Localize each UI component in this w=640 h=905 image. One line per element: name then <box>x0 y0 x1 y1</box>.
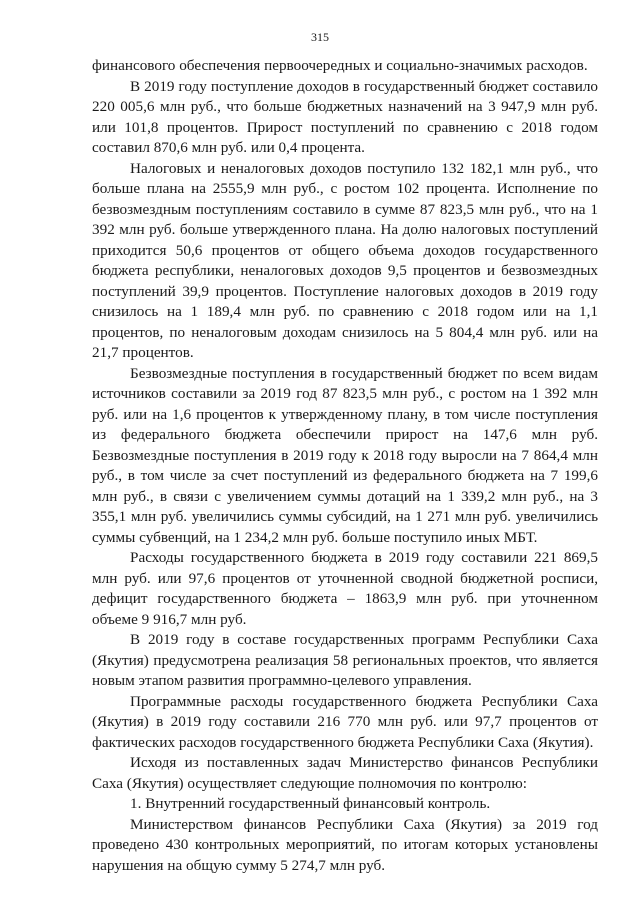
paragraph-program-expenditures: Программные расходы государственного бюджета Республики Саха (Якутия) в 2019 году составили 216 770 млн руб. или 97,7 процентов от фактических расходов государственного бюджета Республики Саха (Якутия). <box>92 692 598 751</box>
paragraph-revenue-2019: В 2019 году поступление доходов в государственный бюджет составило 220 005,6 млн руб., что больше бюджетных назначений на 3 947,9 млн руб. или 101,8 процентов. Прирост поступлений по сравнению с 2018 годом составил 870,6 млн руб. или 0,4 процента. <box>92 77 598 156</box>
paragraph-grants: Безвозмездные поступления в государственный бюджет по всем видам источников составили за 2019 год 87 823,5 млн руб., с ростом на 1 392 млн руб. или на 1,6 процентов к утвержденному плану, в том числе поступления из федерального бюджета обеспечили прирост на 147,6 млн руб. Безвозмездные поступления в 2019 году к 2018 году выросли на 7 864,4 млн руб., в том числе за счет поступлений из федерального бюджета на 7 199,6 млн руб., в связи с увеличением суммы дотаций на 1 339,2 млн руб., на 3 355,1 млн руб. увеличились суммы субсидий, на 1 271 млн руб. увеличились суммы субвенций, на 1 234,2 млн руб. больше поступило иных МБТ. <box>92 364 598 546</box>
paragraph-continuation: финансового обеспечения первоочередных и социально-значимых расходов. <box>92 57 588 74</box>
page-number: 315 <box>311 30 329 44</box>
paragraph-tax-revenue: Налоговых и неналоговых доходов поступило 132 182,1 млн руб., что больше плана на 2555,9 млн руб., с ростом 102 процента. Исполнение по безвозмездным поступлениям составило в сумме 87 823,5 млн руб., что на 1 392 млн руб. больше утвержденного плана. На долю налоговых поступлений приходится 50,6 процентов от общего объема доходов государственного бюджета республики, неналоговых доходов 9,5 процентов и безвозмездных поступлений 39,9 процентов. Поступление налоговых доходов в 2019 году снизилось на 1 189,4 млн руб. по сравнению с 2018 годом или на 1,1 процентов, по неналоговым доходам снизилось на 5 804,4 млн руб. или на 21,7 процентов. <box>92 159 598 361</box>
paragraph-control-results: Министерством финансов Республики Саха (Якутия) за 2019 год проведено 430 контрольных мероприятий, по итогам которых установлены нарушения на общую сумму 5 274,7 млн руб. <box>92 815 598 874</box>
paragraph-expenditures: Расходы государственного бюджета в 2019 году составили 221 869,5 млн руб. или 97,6 процентов от уточненной сводной бюджетной росписи, дефицит государственного бюджета – 1863,9 млн руб. при уточненном объеме 9 916,7 млн руб. <box>92 549 598 628</box>
document-body <box>92 56 598 876</box>
paragraph-regional-projects: В 2019 году в составе государственных программ Республики Саха (Якутия) предусмотрена реализация 58 региональных проектов, что является новым этапом развития программно-целевого управления. <box>92 631 598 689</box>
paragraph-internal-control-heading: 1. Внутренний государственный финансовый контроль. <box>130 795 491 812</box>
paragraph-control-powers: Исходя из поставленных задач Министерство финансов Республики Саха (Якутия) осуществляет следующие полномочия по контролю: <box>92 754 598 792</box>
